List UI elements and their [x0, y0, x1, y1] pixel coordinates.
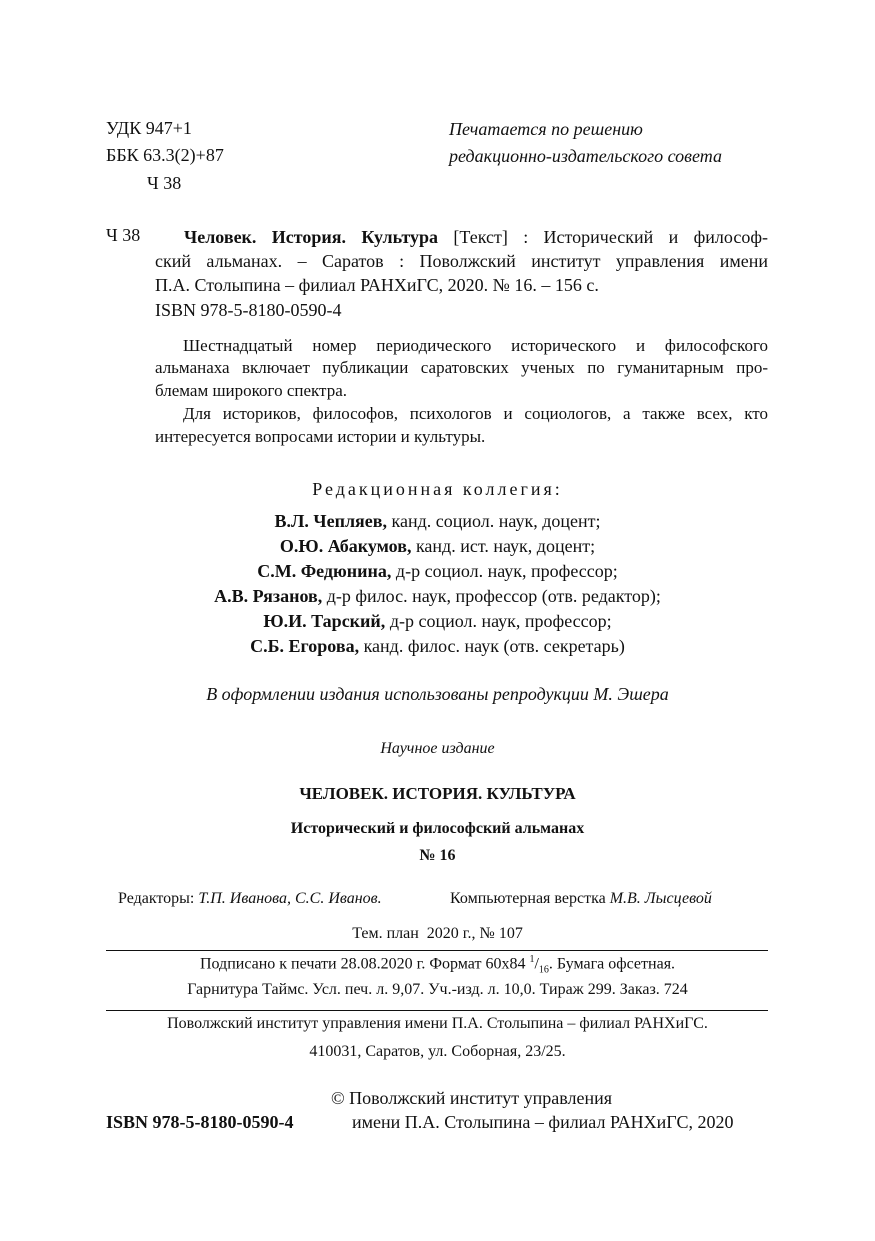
imprint-title: ЧЕЛОВЕК. ИСТОРИЯ. КУЛЬТУРА	[299, 784, 576, 803]
board-member-role: д-р филос. наук, профессор (отв. редактор);	[322, 586, 661, 606]
board-member-name: С.М. Федюнина,	[257, 561, 392, 581]
board-member-role: канд. ист. наук, доцент;	[411, 536, 596, 556]
board-member	[0, 634, 875, 659]
catalog-isbn: ISBN 978-5-8180-0590-4	[155, 300, 342, 320]
layout-name: М.В. Лысцевой	[609, 890, 712, 907]
format-numerator: 1	[529, 954, 535, 965]
layout-line	[450, 890, 712, 908]
annotation-p2-line2: интересуется вопросами истории и культуры.	[155, 427, 486, 446]
edition-type: Научное издание	[380, 740, 495, 757]
imprint-issue: № 16	[419, 847, 456, 864]
bbk-code: ББК 63.3(2)+87	[106, 145, 224, 165]
board-member	[0, 584, 875, 609]
annotation-p1-line1: Шестнадцатый номер периодического исторического и философского	[183, 336, 768, 355]
catalog-entry-line2: ский альманах. – Саратов : Поволжский институт управления имени	[155, 251, 768, 271]
typeface-line: Гарнитура Таймс. Усл. печ. л. 9,07. Уч.-изд. л. 10,0. Тираж 299. Заказ. 724	[187, 981, 688, 998]
editors-line	[118, 890, 382, 908]
board-member-name: В.Л. Чепляев,	[274, 511, 388, 531]
author-sign: Ч 38	[147, 173, 182, 193]
board-member-name: Ю.И. Тарский,	[263, 611, 386, 631]
format-denominator: 16	[538, 964, 549, 976]
catalog-title: Человек. История. Культура	[184, 227, 439, 247]
annotation-p2-line1: Для историков, философов, психологов и социологов, а также всех, кто	[183, 404, 768, 423]
footer-isbn: ISBN 978-5-8180-0590-4	[106, 1112, 294, 1132]
catalog-entry-line1	[184, 224, 768, 251]
board-member	[0, 609, 875, 634]
signed-line	[0, 954, 875, 976]
catalog-line1-rest: [Текст] : Исторический и философ-	[438, 227, 769, 247]
plan-line: Тем. план 2020 г., № 107	[352, 925, 523, 942]
board-member-role: канд. социол. наук, доцент;	[387, 511, 601, 531]
design-note: В оформлении издания использованы репродукции М. Эшера	[206, 684, 669, 704]
imprint-subtitle: Исторический и философский альманах	[290, 820, 585, 837]
copyright-line2: имени П.А. Столыпина – филиал РАНХиГС, 2020	[352, 1112, 734, 1132]
board-member-name: А.В. Рязанов,	[214, 586, 323, 606]
editors-label: Редакторы:	[118, 890, 199, 907]
address-line: 410031, Саратов, ул. Соборная, 23/25.	[309, 1043, 566, 1060]
editorial-board-heading: Редакционная коллегия:	[312, 479, 563, 499]
board-member-name: С.Б. Егорова,	[250, 636, 360, 656]
board-member-role: канд. филос. наук (отв. секретарь)	[359, 636, 625, 656]
editors-names: Т.П. Иванова, С.С. Иванов.	[198, 890, 382, 907]
board-member-role: д-р социол. наук, профессор;	[391, 561, 618, 581]
catalog-author-sign: Ч 38	[106, 225, 141, 245]
editorial-board-list	[0, 509, 875, 659]
copyright-line1: © Поволжский институт управления	[331, 1088, 613, 1108]
divider-bottom	[106, 1010, 768, 1011]
catalog-entry-line3: П.А. Столыпина – филиал РАНХиГС, 2020. № 16. – 156 с.	[155, 275, 599, 295]
board-member-role: д-р социол. наук, профессор;	[385, 611, 612, 631]
signed-before: Подписано к печати 28.08.2020 г. Формат 60х84	[199, 955, 530, 973]
board-member	[0, 559, 875, 584]
udk-code: УДК 947+1	[106, 118, 192, 138]
publisher-line: Поволжский институт управления имени П.А. Столыпина – филиал РАНХиГС.	[167, 1015, 708, 1032]
divider-top	[106, 950, 768, 951]
publication-note-line2: редакционно-издательского совета	[449, 146, 722, 166]
format-slash: /	[534, 955, 539, 973]
annotation-p1-line3: блемам широкого спектра.	[155, 381, 347, 400]
board-member	[0, 534, 875, 559]
layout-label: Компьютерная верстка	[450, 890, 610, 907]
annotation-p1-line2: альманаха включает публикации саратовских ученых по гуманитарным про-	[155, 358, 768, 377]
board-member-name: О.Ю. Абакумов,	[279, 536, 412, 556]
publication-note-line1: Печатается по решению	[449, 119, 643, 139]
signed-after: . Бумага офсетная.	[548, 955, 676, 973]
board-member	[0, 509, 875, 534]
